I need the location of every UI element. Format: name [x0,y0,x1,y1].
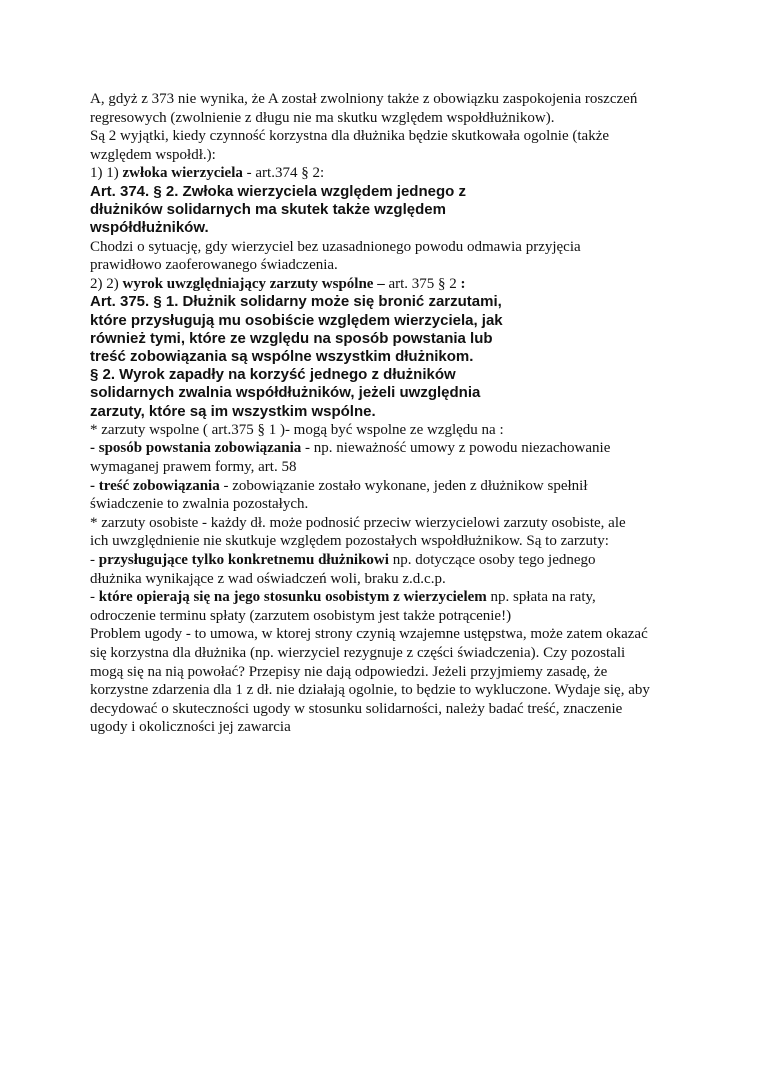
statute-quote-line: solidarnych zwalnia współdłużników, jeżeli uwzględnia [90,384,481,402]
document-page [90,90,680,737]
statute-quote-line: dłużników solidarnych ma skutek także względem [90,201,446,219]
bold-term: przysługujące tylko konkretnemu dłużnikowi [98,551,389,568]
bold-term: zwłoka wierzyciela [122,165,243,182]
text-line: ich uwzględnienie nie skutkuje względem pozostałych wspołdłużnikow. Są to zarzuty: [90,533,609,550]
text-line: * zarzuty osobiste ‑ każdy dł. może podnosić przeciw wierzycielowi zarzuty osobiste, ale [90,514,626,531]
text-line: Są 2 wyjątki, kiedy czynność korzystna dla dłużnika będzie skutkowała ogolnie (także [90,128,610,145]
text-line: regresowych (zwolnienie z długu nie ma skutku względem wspołdłużnikow). [90,109,555,126]
text-line: dłużnika wynikające z wad oświadczeń woli, braku z.d.c.p. [90,570,446,587]
text-line: ugody i okoliczności jej zawarcia [90,719,291,736]
list-item-sposob: - sposób powstania zobowiązania ‑ np. nieważność umowy z powodu niezachowanie [90,440,611,457]
bold-term: które opierają się na jego stosunku osobistym z wierzycielem [98,589,487,606]
text-line: prawidłowo zaoferowanego świadczenia. [90,257,338,274]
document-text [90,90,680,737]
text-line: Problem ugody ‑ to umowa, w ktorej strony czynią wzajemne ustępstwa, może zatem okazać [90,626,648,643]
bold-term: - treść zobowiązania [90,477,220,494]
text-line: korzystne zdarzenia dla 1 z dł. nie działają ogolnie, to będzie to wykluczone. Wydaje się, aby [90,682,650,699]
list-item-zwloka: 1) 1) zwłoka wierzyciela ‑ art.374 § 2: [90,165,325,182]
text-line: wymaganej prawem formy, art. 58 [90,458,297,475]
text-line: odroczenie terminu spłaty (zarzutem osobistym jest także potrącenie!) [90,607,512,624]
statute-quote-line: zarzuty, które są im wszystkim wspólne. [90,402,376,420]
statute-quote-line: współdłużników. [90,219,209,237]
text-line: się korzystna dla dłużnika (np. wierzyciel rezygnuje z części świadczenia). Czy pozostali [90,644,626,661]
text-line: decydować o skuteczności ugody w stosunku solidarności, należy badać treść, znaczenie [90,700,623,717]
text-line: A, gdyż z 373 nie wynika, że A został zwolniony także z obowiązku zaspokojenia roszczeń [90,91,638,107]
text-line: względem wspołdł.): [90,146,216,163]
text-line: * zarzuty wspolne ( art.375 § 1 )- mogą być wspolne ze względu na : [90,421,504,438]
text-line: mogą się na nią powołać? Przepisy nie dają odpowiedzi. Jeżeli przyjmiemy zasadę, że [90,663,608,680]
statute-quote-line: treść zobowiązania są wspólne wszystkim dłużnikom. [90,347,474,365]
list-item-wyrok: 2) 2) wyrok uwzględniający zarzuty wspólne – art. 375 § 2 : [90,275,466,292]
bold-term: wyrok uwzględniający zarzuty wspólne – [122,275,385,292]
statute-quote-line: Art. 375. § 1. Dłużnik solidarny może się bronić zarzutami, [90,293,502,311]
text-line: świadczenie to zwalnia pozostałych. [90,496,309,513]
statute-quote-line: Art. 374. § 2. Zwłoka wierzyciela względem jednego z [90,182,466,200]
bold-term: - sposób powstania zobowiązania [90,440,302,457]
statute-quote-line: które przysługują mu osobiście względem wierzyciela, jak [90,311,503,329]
statute-quote-line: § 2. Wyrok zapadły na korzyść jednego z dłużników [90,366,456,384]
statute-quote-line: również tymi, które ze względu na sposób powstania lub [90,329,493,347]
list-item-przyslugujace: - przysługujące tylko konkretnemu dłużnikowi np. dotyczące osoby tego jednego [90,551,596,568]
list-item-opieraja: - które opierają się na jego stosunku osobistym z wierzycielem np. spłata na raty, [90,589,596,606]
list-item-tresc: - treść zobowiązania ‑ zobowiązanie zostało wykonane, jeden z dłużnikow spełnił [90,477,588,494]
text-line: Chodzi o sytuację, gdy wierzyciel bez uzasadnionego powodu odmawia przyjęcia [90,238,581,255]
